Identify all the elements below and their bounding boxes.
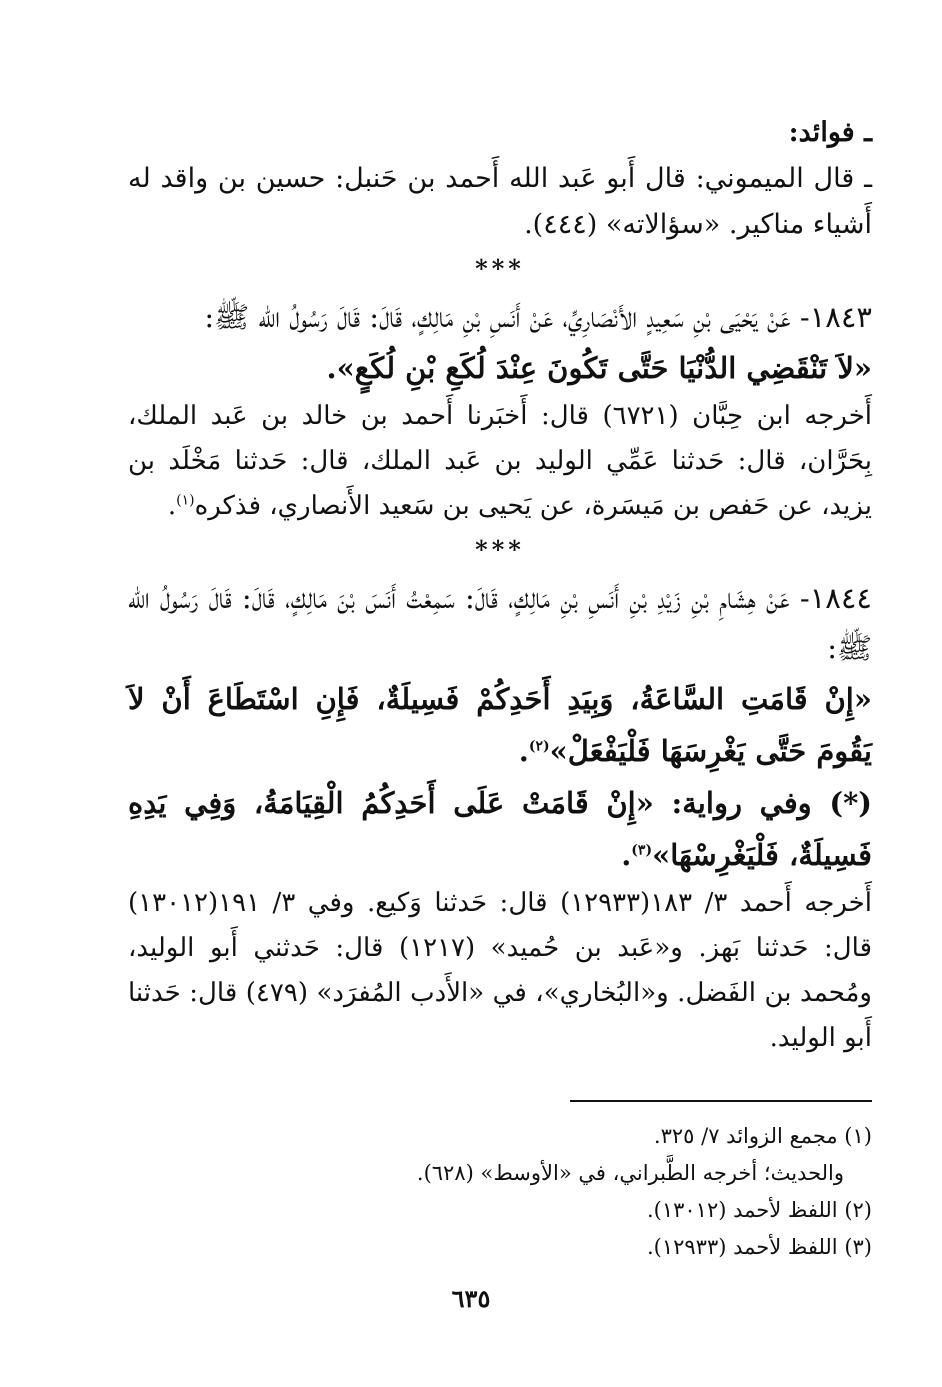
matn-end: . (518, 734, 529, 768)
footnote-3: (٣) اللفظ لأحمد (١٢٩٣٣). (646, 1235, 872, 1259)
hadith-1844-takhrij: أَخرجه أَحمد ٣/ ١٨٣(١٢٩٣٣) قال: حَدثنا وَكيع. وفي ٣/ ١٩١(١٣٠١٢) قال: حَدثنا بَهز. و«عَبد بن حُميد» (١٢١٧) قال: حَدثني أَبو الوليد، ومُحمد بن الفَضل. و«البُخاري»، في «الأَدب المُفرَد» (٤٧٩) قال: حَدثنا أَبو الوليد. (128, 888, 872, 1053)
matn-text: «إِنْ قَامَتِ السَّاعَةُ، وَبِيَدِ أَحَدِكُمْ فَسِيلَةٌ، فَإِنِ اسْتَطَاعَ أَنْ لاَ يَقُومَ حَتَّى يَغْرِسَهَا فَلْيَفْعَلْ» (128, 682, 872, 768)
section-separator: *** (475, 535, 525, 564)
footnote-2: (٢) اللفظ لأحمد (١٣٠١٢). (646, 1198, 872, 1222)
hadith-1843-matn: «لاَ تَنْقَضِي الدُّنْيَا حَتَّى تَكُونَ عِنْدَ لُكَعِ بْنِ لُكَعٍ». (326, 351, 872, 385)
section-separator: *** (475, 254, 525, 283)
page-number: ٦٣٥ (451, 1284, 491, 1313)
takhrij-text: أَخرجه ابن حِبَّان (٦٧٢١) قال: أَخبَرنا أَحمد بن خالد بن عَبد الملك، بِحَرَّان، قال: حَدثنا عَمِّي الوليد بن عَبد الملك، قال: حَدثنا مَخْلَد بن يزيد، عن حَفص بن مَيسَرة، عن يَحيى بن سَعيد الأَنصاري، فذكره (128, 401, 872, 521)
benefits-text: ـ قال الميموني: قال أَبو عَبد الله أَحمد بن حَنبل: حسين بن واقد له أَشياء مناكير. «سؤالاته» (٤٤٤). (128, 163, 872, 240)
footnote-1: (١) مجمع الزوائد ٧/ ٣٢٥. (653, 1124, 872, 1148)
variant-end: . (621, 838, 632, 872)
footnote-ref-2[interactable]: (٢) (528, 738, 550, 755)
takhrij-end: . (167, 491, 177, 521)
footnote-divider (570, 1100, 872, 1102)
hadith-1844-variant (128, 777, 872, 881)
hadith-1843-takhrij (128, 394, 872, 529)
footnote-ref-1[interactable]: (١) (176, 492, 195, 509)
hadith-1844-chain: ١٨٤٤- عَنْ هِشَامِ بْنِ زَيْدِ بْنِ أَنَسِ بْنِ مَالِكٍ، قَالَ: سَمِعْتُ أَنَسَ بْنَ مَالِكٍ، قَالَ: قَالَ رَسُولُ الله ﷺ: (128, 581, 873, 665)
footnotes (128, 1118, 872, 1266)
variant-text: (*) وفي رواية: «إِنْ قَامَتْ عَلَى أَحَدِكُمُ الْقِيَامَةُ، وَفِي يَدِهِ فَسِيلَةٌ، فَلْيَغْرِسْهَا» (128, 786, 872, 872)
hadith-1843-chain: ١٨٤٣- عَنْ يَحْيَى بْنِ سَعِيدٍ الأَنْصَارِيِّ، عَنْ أَنَسِ بْنِ مَالِكٍ، قَالَ: قَالَ رَسُولُ الله ﷺ: (204, 300, 872, 334)
main-text (128, 110, 872, 1061)
hadith-1844-matn (128, 673, 872, 777)
benefits-heading: ـ فوائد: (788, 117, 872, 148)
footnote-1-continuation: والحديث؛ أخرجه الطَّبراني، في «الأوسط» (٦٢٨). (416, 1161, 844, 1185)
footnote-ref-3[interactable]: (٣) (631, 842, 653, 859)
